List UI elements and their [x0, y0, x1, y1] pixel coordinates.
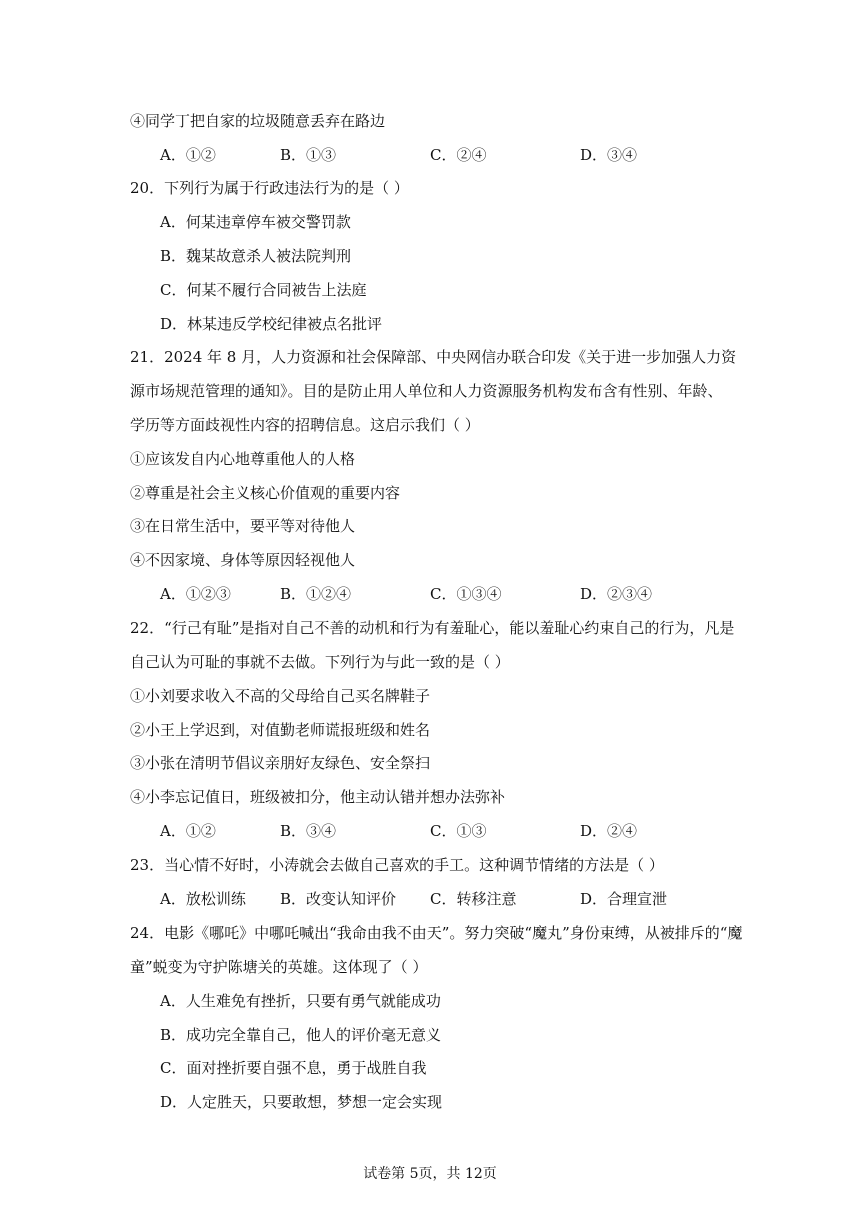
q21-option-b: B．①②④: [280, 585, 352, 603]
q22-item-3: ③小张在清明节倡议亲朋好友绿色、安全祭扫: [130, 754, 431, 772]
q24-stem-line-1: 24．电影《哪吒》中哪吒喊出“我命由我不由天”。努力突破“魔丸”身份束缚，从被排斥的“魔: [130, 924, 743, 942]
q22-option-a: A．①②: [160, 822, 216, 840]
q22-options: [0, 820, 860, 842]
q21-item-1: ①应该发自内心地尊重他人的人格: [130, 450, 356, 468]
q20-option-c: C．何某不履行合同被告上法庭: [160, 281, 367, 299]
q22-item-4: ④小李忘记值日，班级被扣分，他主动认错并想办法弥补: [130, 788, 506, 806]
page-footer: 试卷第 5页，共 12页: [363, 1166, 497, 1182]
q21-option-c: C．①③④: [430, 585, 502, 603]
q23-option-b: B．改变认知评价: [280, 890, 397, 908]
q21-stem-line-2: 源市场规范管理的通知》。目的是防止用人单位和人力资源服务机构发布含有性别、年龄、: [130, 382, 723, 400]
q22-option-b: B．③④: [280, 822, 337, 840]
q22-item-2: ②小王上学迟到，对值勤老师谎报班级和姓名: [130, 721, 431, 739]
q19-option-a: A．①②: [160, 146, 216, 164]
q22-option-c: C．①③: [430, 822, 487, 840]
q21-stem-line-3: 学历等方面歧视性内容的招聘信息。这启示我们（ ）: [130, 416, 480, 434]
q20-option-d: D．林某违反学校纪律被点名批评: [160, 315, 383, 333]
q21-option-a: A．①②③: [160, 585, 231, 603]
q23-option-d: D．合理宣泄: [580, 890, 668, 908]
q21-option-d: D．②③④: [580, 585, 653, 603]
q20-option-b: B．魏某故意杀人被法院判刑: [160, 247, 352, 265]
q20-stem: 20．下列行为属于行政违法行为的是（ ）: [130, 179, 409, 197]
q24-option-a: A．人生难免有挫折，只要有勇气就能成功: [160, 992, 441, 1010]
q20-option-a: A．何某违章停车被交警罚款: [160, 213, 351, 231]
q21-item-3: ③在日常生活中，要平等对待他人: [130, 517, 356, 535]
q21-stem-line-1: 21．2024 年 8 月，人力资源和社会保障部、中央网信办联合印发《关于进一步加强人力资: [130, 348, 737, 366]
q21-item-4: ④不因家境、身体等原因轻视他人: [130, 551, 356, 569]
q21-item-2: ②尊重是社会主义核心价值观的重要内容: [130, 484, 401, 502]
q24-option-b: B．成功完全靠自己，他人的评价毫无意义: [160, 1026, 442, 1044]
q23-options: [0, 888, 860, 910]
q22-item-1: ①小刘要求收入不高的父母给自己买名牌鞋子: [130, 687, 431, 705]
q23-option-c: C．转移注意: [430, 890, 517, 908]
q24-stem-line-2: 童”蜕变为守护陈塘关的英雄。这体现了（ ）: [130, 958, 428, 976]
q19-options: [0, 144, 860, 166]
q19-option-c: C．②④: [430, 146, 487, 164]
q24-option-c: C．面对挫折要自强不息，勇于战胜自我: [160, 1059, 427, 1077]
q23-option-a: A．放松训练: [160, 890, 246, 908]
q19-option-b: B．①③: [280, 146, 337, 164]
q21-options: [0, 583, 860, 605]
q22-stem-line-1: 22．“行己有耻”是指对自己不善的动机和行为有羞耻心，能以羞耻心约束自己的行为，凡是: [130, 619, 735, 637]
q22-stem-line-2: 自己认为可耻的事就不去做。下列行为与此一致的是（ ）: [130, 653, 510, 671]
q24-option-d: D．人定胜天，只要敢想，梦想一定会实现: [160, 1093, 443, 1111]
q22-option-d: D．②④: [580, 822, 638, 840]
q19-item-4: ④同学丁把自家的垃圾随意丢弃在路边: [130, 112, 386, 130]
q23-stem: 23．当心情不好时，小涛就会去做自己喜欢的手工。这种调节情绪的方法是（ ）: [130, 856, 664, 874]
q19-option-d: D．③④: [580, 146, 638, 164]
